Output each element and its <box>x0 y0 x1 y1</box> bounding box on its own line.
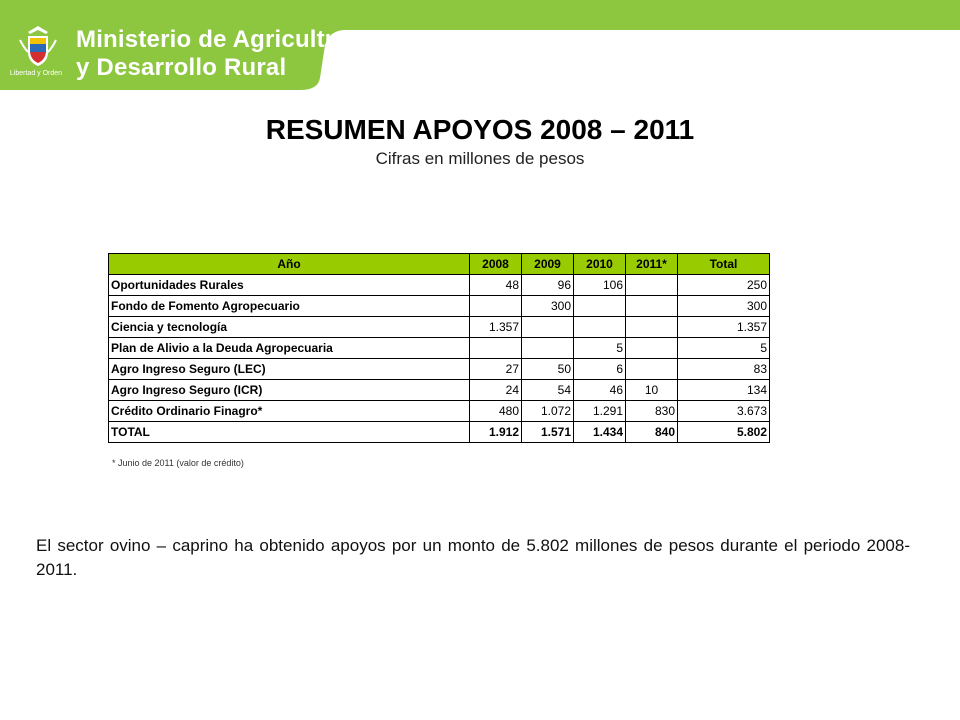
header-cell-2009: 2009 <box>522 254 574 275</box>
cell-value <box>626 275 678 296</box>
page-title: RESUMEN APOYOS 2008 – 2011 <box>265 114 695 145</box>
ministry-brand <box>76 26 363 82</box>
table-row <box>109 296 770 317</box>
cell-value <box>574 317 626 338</box>
cell-value: 5 <box>574 338 626 359</box>
cell-value: 1.357 <box>470 317 522 338</box>
brand-line-1: Ministerio de Agricultura <box>76 26 363 53</box>
cell-value: 6 <box>574 359 626 380</box>
page-subtitle: Cifras en millones de pesos <box>375 149 585 168</box>
total-value: 1.571 <box>522 422 574 443</box>
support-table <box>108 253 770 443</box>
cell-total: 1.357 <box>678 317 770 338</box>
header-cell-2011: 2011* <box>626 254 678 275</box>
cell-value: 46 <box>574 380 626 401</box>
header-cell-year: Año <box>109 254 470 275</box>
row-label: Plan de Alivio a la Deuda Agropecuaria <box>109 338 470 359</box>
cell-value: 10 <box>626 380 678 401</box>
cell-total: 300 <box>678 296 770 317</box>
summary-paragraph: El sector ovino – caprino ha obtenido apoyos por un monto de 5.802 millones de pesos durante el periodo 2008-2011. <box>36 536 910 579</box>
row-label: Agro Ingreso Seguro (LEC) <box>109 359 470 380</box>
cell-total: 250 <box>678 275 770 296</box>
table-row <box>109 317 770 338</box>
cell-value <box>626 338 678 359</box>
cell-total: 5 <box>678 338 770 359</box>
table-row <box>109 401 770 422</box>
row-label: Fondo de Fomento Agropecuario <box>109 296 470 317</box>
cell-value: 830 <box>626 401 678 422</box>
row-label: Oportunidades Rurales <box>109 275 470 296</box>
total-value: 840 <box>626 422 678 443</box>
table-header-row <box>109 254 770 275</box>
cell-total: 3.673 <box>678 401 770 422</box>
cell-value: 1.291 <box>574 401 626 422</box>
brand-line-2: y Desarrollo Rural <box>76 54 287 81</box>
grand-total: 5.802 <box>678 422 770 443</box>
cell-total: 134 <box>678 380 770 401</box>
row-label: Agro Ingreso Seguro (ICR) <box>109 380 470 401</box>
cell-value <box>574 296 626 317</box>
cell-value: 24 <box>470 380 522 401</box>
cell-value <box>470 296 522 317</box>
table-row <box>109 275 770 296</box>
footnote: * Junio de 2011 (valor de crédito) <box>112 458 244 468</box>
header-cell-2010: 2010 <box>574 254 626 275</box>
cell-value: 50 <box>522 359 574 380</box>
total-label: TOTAL <box>109 422 470 443</box>
motto: Libertad y Orden <box>9 70 63 77</box>
total-value: 1.434 <box>574 422 626 443</box>
cell-value <box>522 317 574 338</box>
cell-value: 48 <box>470 275 522 296</box>
total-value: 1.912 <box>470 422 522 443</box>
table-row <box>109 359 770 380</box>
cell-value: 1.072 <box>522 401 574 422</box>
cell-value: 96 <box>522 275 574 296</box>
cell-value: 480 <box>470 401 522 422</box>
cell-value <box>522 338 574 359</box>
header-band <box>0 0 960 90</box>
cell-value <box>626 359 678 380</box>
cell-total: 83 <box>678 359 770 380</box>
cell-value: 106 <box>574 275 626 296</box>
row-label: Ciencia y tecnología <box>109 317 470 338</box>
row-label: Crédito Ordinario Finagro* <box>109 401 470 422</box>
table-row <box>109 380 770 401</box>
cell-value <box>626 296 678 317</box>
header-cell-total: Total <box>678 254 770 275</box>
cell-value: 300 <box>522 296 574 317</box>
cell-value <box>626 317 678 338</box>
cell-value: 27 <box>470 359 522 380</box>
header-cell-2008: 2008 <box>470 254 522 275</box>
table-row <box>109 338 770 359</box>
cell-value: 54 <box>522 380 574 401</box>
cell-value <box>470 338 522 359</box>
table-total-row <box>109 422 770 443</box>
